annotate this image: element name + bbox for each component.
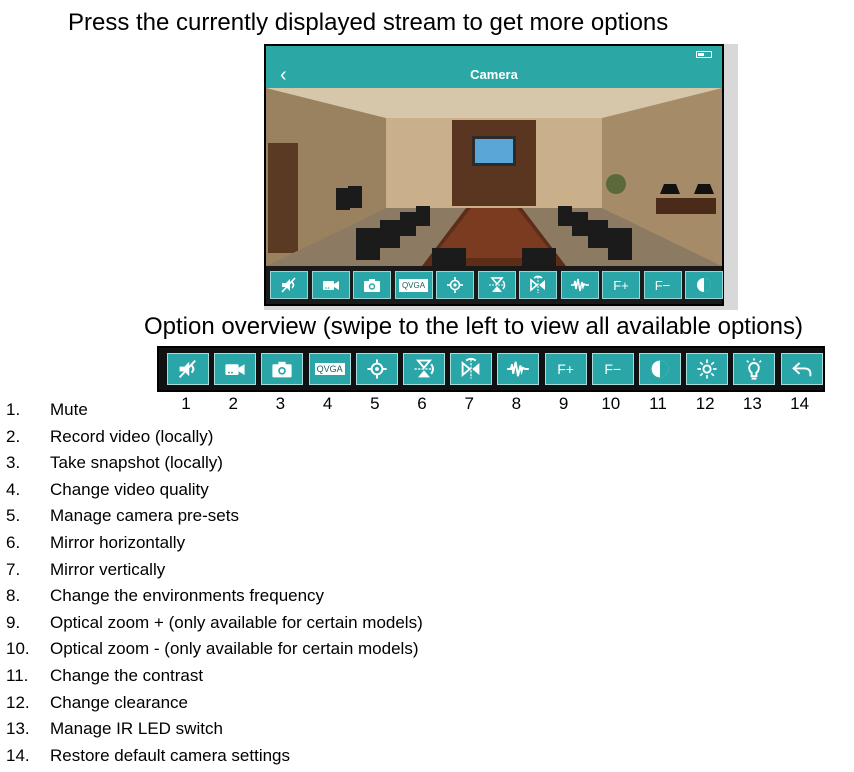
page-title: Camera <box>470 67 518 82</box>
list-item-description: Mirror vertically <box>50 559 166 579</box>
option-number: 2 <box>228 394 238 413</box>
phone-screen <box>264 44 724 306</box>
option-number: 7 <box>464 394 474 413</box>
toolbar-zoom-in-button[interactable] <box>602 271 640 299</box>
option-mirror-horizontal-button[interactable] <box>403 353 445 385</box>
option-quality-button[interactable] <box>309 353 351 385</box>
camera-icon <box>270 357 294 381</box>
mute-icon <box>279 275 299 295</box>
option-number: 10 <box>601 394 621 413</box>
list-item-description: Change clearance <box>50 692 188 712</box>
presets-icon <box>445 275 465 295</box>
list-item-description: Manage camera pre-sets <box>50 506 239 526</box>
option-presets-button[interactable] <box>356 353 398 385</box>
option-number: 1 <box>181 394 191 413</box>
list-item-description: Change the environments frequency <box>50 586 325 606</box>
list-item-description: Optical zoom - (only available for certain models) <box>50 639 419 659</box>
option-camera-button[interactable] <box>261 353 303 385</box>
option-frequency-button[interactable] <box>497 353 539 385</box>
list-item-number: 2. <box>6 426 21 446</box>
video-stream[interactable] <box>266 88 722 266</box>
frequency-icon <box>506 357 530 381</box>
toolbar-mirror-vertical-button[interactable] <box>519 271 557 299</box>
option-number: 4 <box>322 394 333 413</box>
toolbar-mirror-horizontal-button[interactable] <box>478 271 516 299</box>
conference-room-image <box>266 88 722 266</box>
toolbar-frequency-button[interactable] <box>561 271 599 299</box>
instruction-heading: Press the currently displayed stream to get more options <box>68 9 669 36</box>
zoom-in-label: F+ <box>613 277 629 293</box>
list-item-description: Restore default camera settings <box>50 745 291 765</box>
list-item-number: 5. <box>6 506 21 526</box>
toolbar-zoom-out-button[interactable] <box>644 271 682 299</box>
camera-icon <box>362 275 382 295</box>
option-mirror-vertical-button[interactable] <box>450 353 492 385</box>
list-item-number: 10. <box>6 639 30 659</box>
option-number: 11 <box>649 394 667 413</box>
list-item-description: Mirror horizontally <box>50 533 186 552</box>
toolbar-camera-button[interactable] <box>353 271 391 299</box>
list-item-number: 12. <box>6 692 30 712</box>
option-number: 3 <box>275 394 286 413</box>
list-item-description: Mute <box>50 400 88 419</box>
presets-icon <box>365 357 389 381</box>
option-number: 5 <box>370 394 380 413</box>
zoom-out-label: F− <box>604 361 622 377</box>
list-item-number: 14. <box>6 745 30 765</box>
ir-led-icon <box>742 357 766 381</box>
list-item-number: 9. <box>6 612 21 632</box>
option-mute-button[interactable] <box>167 353 209 385</box>
option-zoom-in-button[interactable] <box>545 353 587 385</box>
option-zoom-out-button[interactable] <box>592 353 634 385</box>
options-strip <box>157 346 825 392</box>
list-item-number: 13. <box>6 719 30 739</box>
app-bar <box>266 62 722 88</box>
zoom-in-label: F+ <box>557 361 574 377</box>
option-number: 14 <box>790 394 810 413</box>
record-icon <box>321 275 341 295</box>
option-contrast-button[interactable] <box>639 353 681 385</box>
battery-icon <box>696 51 712 58</box>
toolbar-presets-button[interactable] <box>436 271 474 299</box>
status-bar <box>266 46 722 62</box>
quality-label: QVGA <box>399 279 428 292</box>
option-number: 6 <box>417 394 427 413</box>
brightness-icon <box>695 357 719 381</box>
record-icon <box>223 357 247 381</box>
option-restore-button[interactable] <box>781 353 823 385</box>
option-brightness-button[interactable] <box>686 353 728 385</box>
option-number: 13 <box>742 394 762 413</box>
list-item-description: Take snapshot (locally) <box>50 453 223 473</box>
option-number: 8 <box>511 394 522 413</box>
toolbar-mute-button[interactable] <box>270 271 308 299</box>
phone-screenshot <box>264 44 738 310</box>
option-number: 12 <box>695 394 715 413</box>
restore-icon <box>790 357 814 381</box>
list-item-number: 7. <box>6 559 21 579</box>
mute-icon <box>176 357 200 381</box>
contrast-icon <box>648 357 672 381</box>
list-item-number: 3. <box>6 453 21 473</box>
option-ir-led-button[interactable] <box>733 353 775 385</box>
toolbar-quality-button[interactable] <box>395 271 433 299</box>
mirror-horizontal-icon <box>412 357 436 381</box>
contrast-icon <box>694 275 714 295</box>
list-item-description: Optical zoom + (only available for certain models) <box>50 612 423 632</box>
zoom-out-label: F− <box>654 277 671 293</box>
list-item-number: 11. <box>6 666 29 685</box>
option-record-button[interactable] <box>214 353 256 385</box>
toolbar-record-button[interactable] <box>312 271 350 299</box>
frequency-icon <box>570 275 590 295</box>
list-item-number: 4. <box>6 479 21 499</box>
list-item-number: 8. <box>6 586 21 606</box>
list-item-number: 1. <box>6 400 21 419</box>
list-item-description: Record video (locally) <box>50 426 214 446</box>
list-item-description: Change video quality <box>50 479 209 499</box>
back-icon[interactable]: ‹ <box>280 64 287 86</box>
stream-toolbar <box>266 266 722 304</box>
list-item-number: 6. <box>6 533 21 552</box>
option-number: 9 <box>558 394 569 413</box>
list-item-description: Change the contrast <box>50 666 204 685</box>
overview-heading: Option overview (swipe to the left to view all available options) <box>144 313 803 340</box>
list-item-description: Manage IR LED switch <box>50 719 223 739</box>
quality-label: QVGA <box>316 364 343 374</box>
mirror-horizontal-icon <box>487 275 507 295</box>
mirror-vertical-icon <box>528 275 548 295</box>
toolbar-contrast-button[interactable] <box>685 271 723 299</box>
mirror-vertical-icon <box>459 357 483 381</box>
